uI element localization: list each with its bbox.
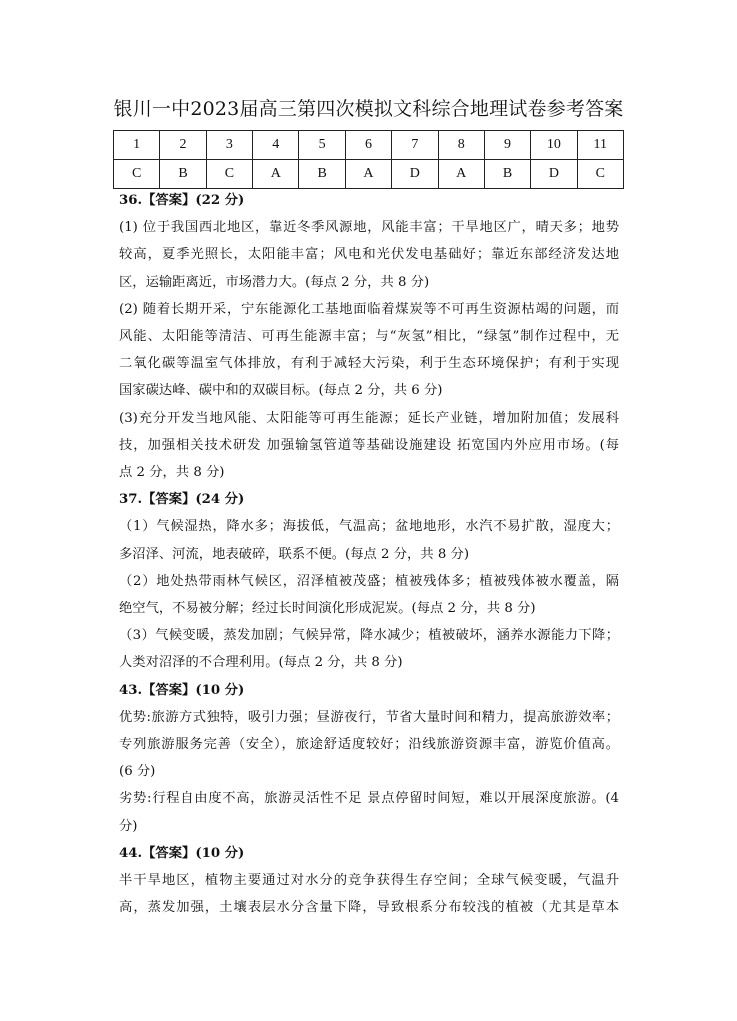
text-line: （3）气候变暖，蒸发加剧；气候异常，降水减少；植被破坏，涵养水源能力下降； — [119, 628, 619, 644]
answer-letter: D — [531, 160, 577, 189]
answer-letter: B — [299, 160, 345, 189]
text-line: (2) 随着长期开采，宁东能源化工基地面临着煤炭等不可再生资源枯竭的问题，而 — [119, 301, 619, 317]
question-number: 6 — [345, 131, 391, 160]
text-line: （1）气候湿热，降水多；海拔低，气温高；盆地地形，水汽不易扩散，湿度大； — [119, 519, 619, 535]
question-number: 7 — [392, 131, 438, 160]
answer-letter: A — [345, 160, 391, 189]
text-line: 风能、太阳能等清洁、可再生能源丰富；与“灰氢”相比，“绿氢”制作过程中，无 — [119, 329, 619, 345]
answer-letter: B — [484, 160, 530, 189]
section-heading-37: 37.【答案】(24 分) — [119, 492, 245, 508]
question-number: 8 — [438, 131, 484, 160]
text-line: 半干旱地区，植物主要通过对水分的竞争获得生存空间；全球气候变暖，气温升 — [119, 873, 619, 889]
section-heading-43: 43.【答案】(10 分) — [119, 682, 245, 698]
text-line: (1) 位于我国西北地区，靠近冬季风源地，风能丰富；干旱地区广，晴天多；地势 — [119, 220, 619, 236]
section-heading-36: 36.【答案】(22 分) — [119, 193, 245, 208]
section-heading-44: 44.【答案】(10 分) — [119, 845, 245, 861]
answer-letter: A — [438, 160, 484, 189]
question-number: 3 — [206, 131, 252, 160]
text-line: 二氧化碳等温室气体排放，有利于减轻大污染，利于生态环境保护；有利于实现 — [119, 356, 619, 372]
answer-letter: D — [392, 160, 438, 189]
text-line: 分) — [119, 818, 138, 834]
question-number: 2 — [160, 131, 206, 160]
text-line: 多沼泽、河流，地表破碎，联系不便。(每点 2 分，共 8 分) — [119, 546, 470, 562]
question-number: 5 — [299, 131, 345, 160]
answer-letter: A — [253, 160, 299, 189]
text-line: 技，加强相关技术研发 加强输氢管道等基础设施建设 拓宽国内外应用市场。(每 — [119, 437, 619, 453]
text-line: 较高，夏季光照长，太阳能丰富；风电和光伏发电基础好；靠近东部经济发达地 — [119, 247, 619, 263]
text-line: (6 分) — [119, 764, 156, 780]
answer-letter: C — [577, 160, 623, 189]
page-title: 银川一中2023届高三第四次模拟文科综合地理试卷参考答案 — [113, 98, 624, 120]
text-line: 绝空气，不易被分解；经过长时间演化形成泥炭。(每点 2 分，共 8 分) — [119, 601, 536, 617]
answer-letter: C — [206, 160, 252, 189]
text-line: 人类对沼泽的不合理利用。(每点 2 分，共 8 分) — [119, 655, 403, 671]
answer-table-number-row — [114, 131, 624, 160]
text-line: 高，蒸发加强，土壤表层水分含量下降，导致根系分布较浅的植被（尤其是草本 — [119, 900, 619, 916]
question-number: 10 — [531, 131, 577, 160]
answer-letter: C — [114, 160, 160, 189]
text-line: 优势:旅游方式独特，吸引力强；昼游夜行，节省大量时间和精力，提高旅游效率； — [119, 709, 619, 725]
answer-table — [113, 130, 624, 189]
question-number: 11 — [577, 131, 623, 160]
answer-letter: B — [160, 160, 206, 189]
text-line: 区，运输距离近，市场潜力大。(每点 2 分，共 8 分) — [119, 274, 430, 290]
text-line: 劣势:行程自由度不高，旅游灵活性不足 景点停留时间短，难以开展深度旅游。(4 — [119, 791, 619, 807]
answer-body — [119, 187, 619, 921]
question-number: 1 — [114, 131, 160, 160]
answer-table-answer-row — [114, 160, 624, 189]
text-line: 国家碳达峰、碳中和的双碳目标。(每点 2 分，共 6 分) — [119, 383, 443, 399]
question-number: 9 — [484, 131, 530, 160]
text-line: (3)充分开发当地风能、太阳能等可再生能源；延长产业链，增加附加值；发展科 — [119, 410, 619, 426]
text-line: 专列旅游服务完善（安全），旅途舒适度较好；沿线旅游资源丰富，游览价值高。 — [119, 737, 619, 753]
question-number: 4 — [253, 131, 299, 160]
text-line: 点 2 分，共 8 分) — [119, 465, 225, 481]
text-line: （2）地处热带雨林气候区，沼泽植被茂盛；植被残体多；植被残体被水覆盖，隔 — [119, 573, 619, 589]
